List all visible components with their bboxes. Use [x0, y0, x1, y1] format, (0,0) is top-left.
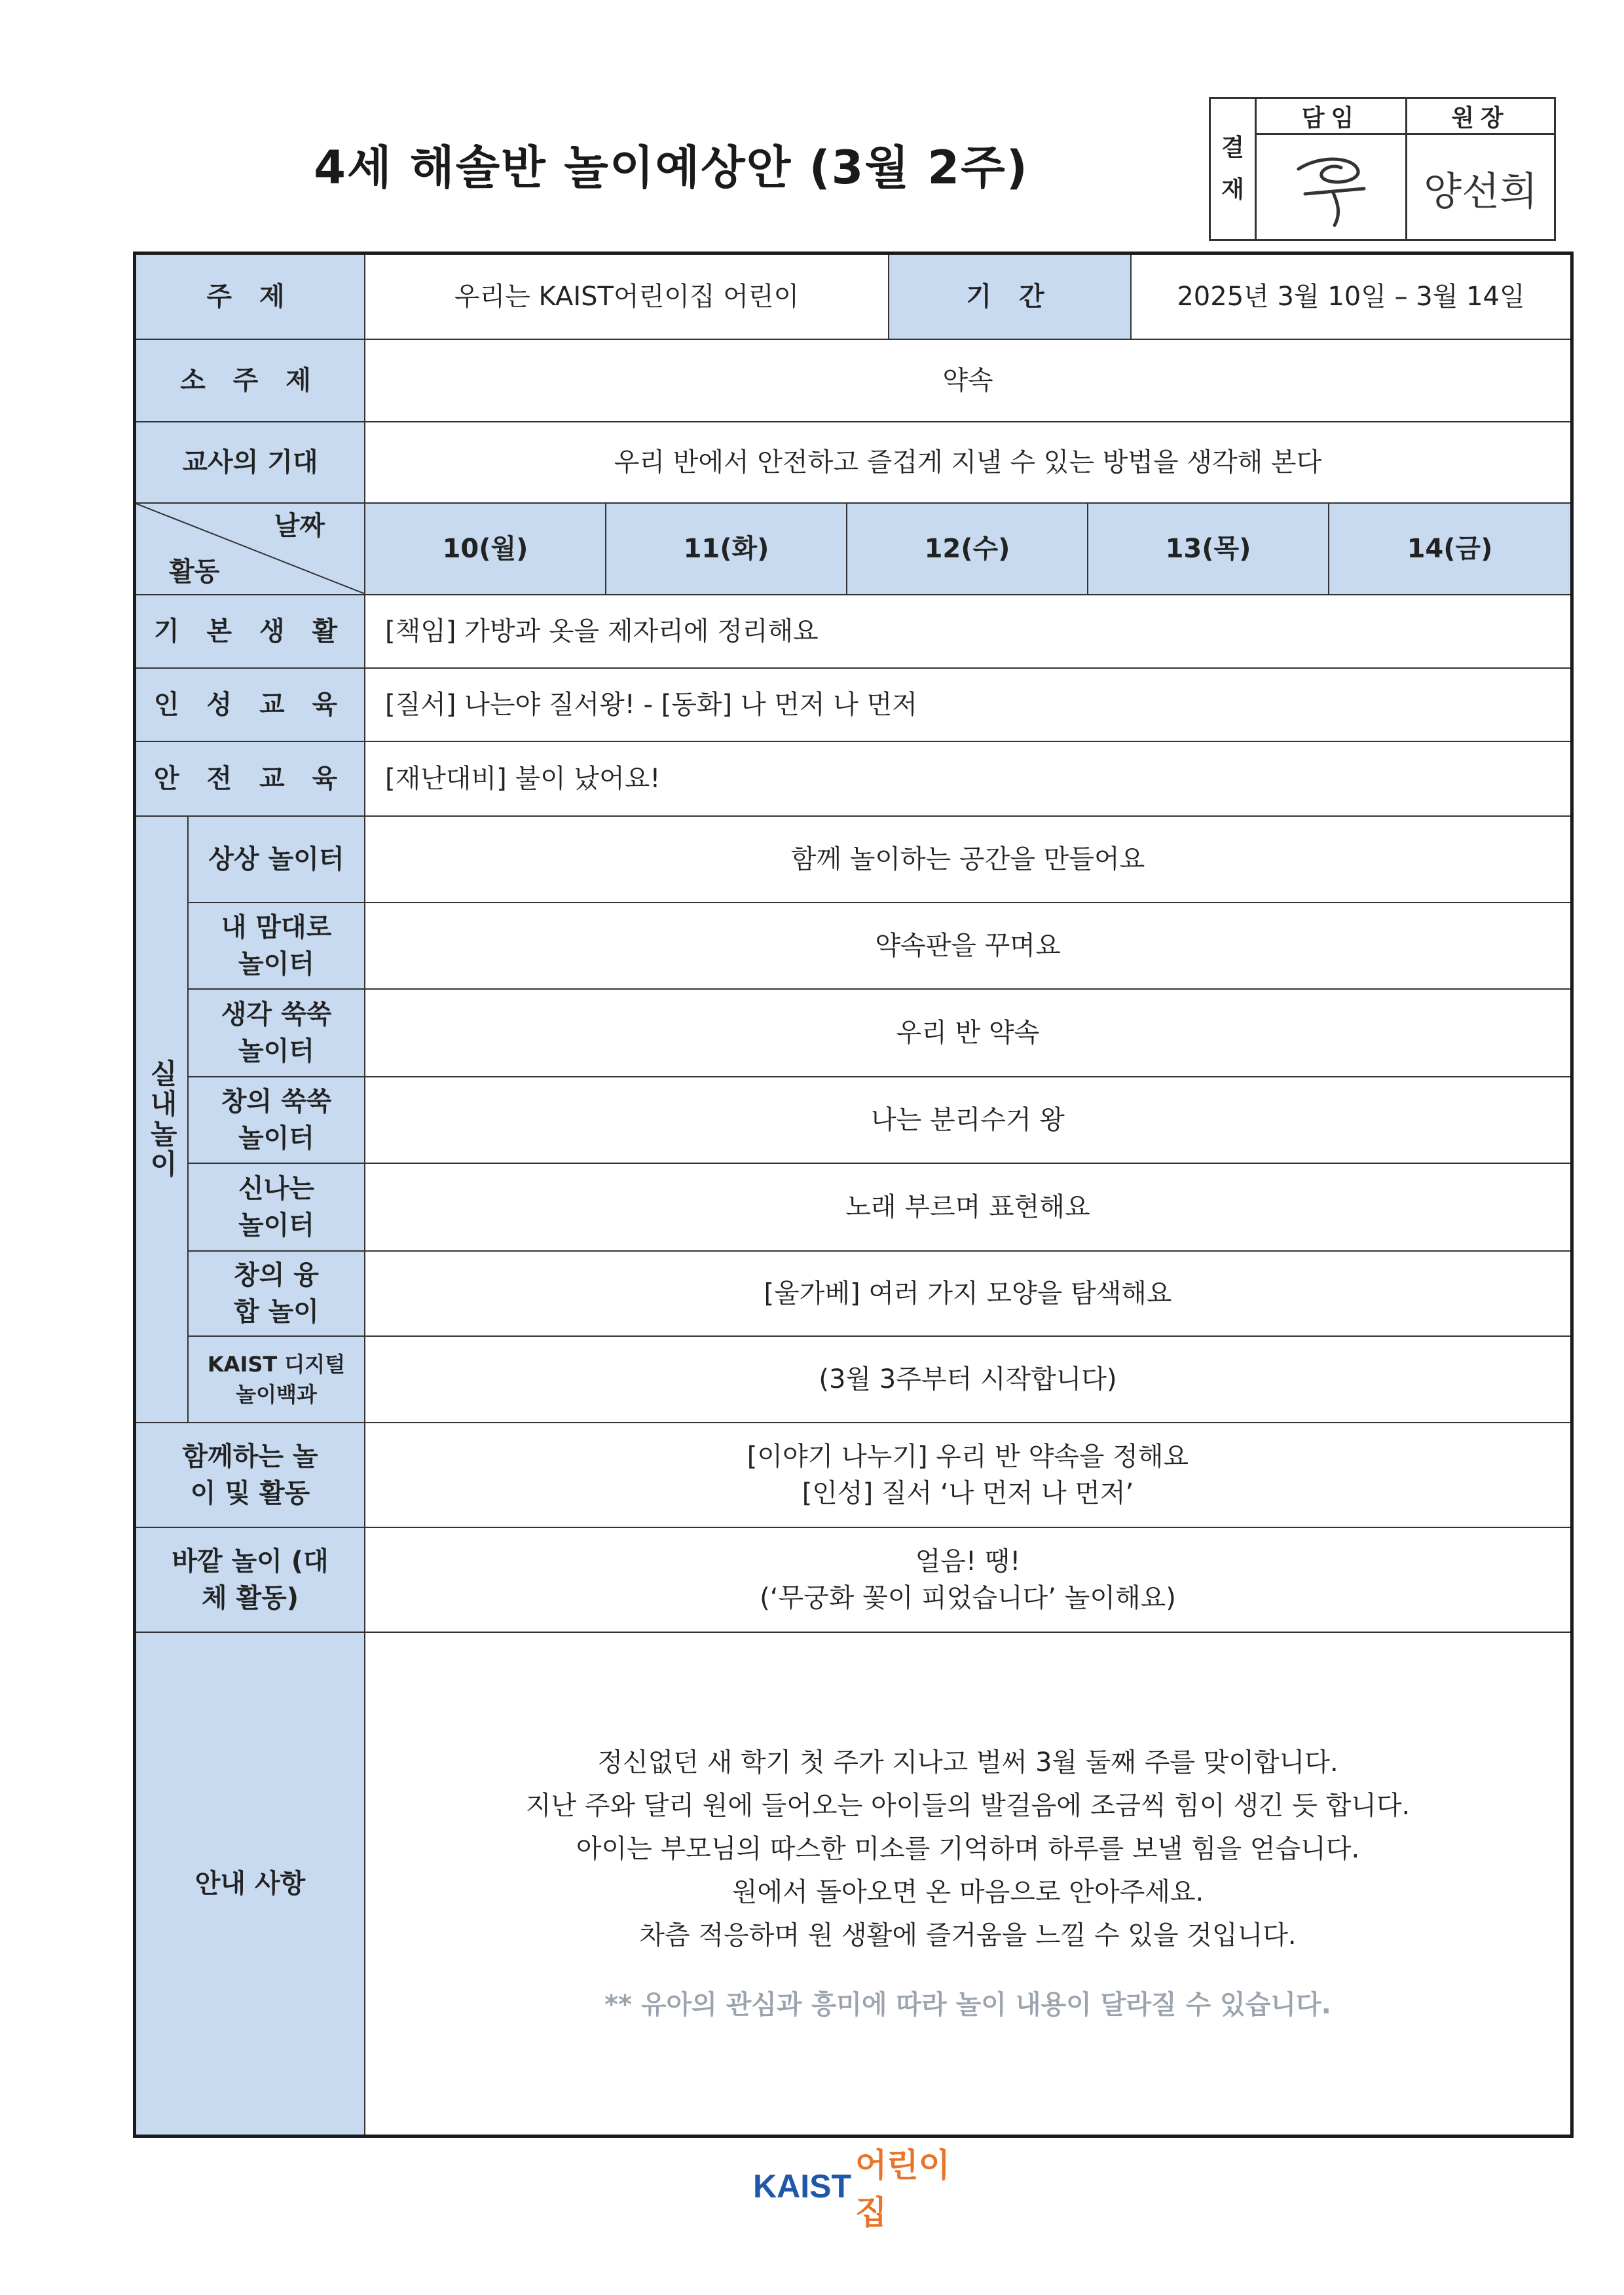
- together-line-1: [이야기 나누기] 우리 반 약속을 정해요: [747, 1442, 1189, 1472]
- expectation-label: 교사의 기대: [136, 422, 365, 504]
- day-header-tue: 11(화): [606, 504, 847, 595]
- approval-box: [1209, 97, 1556, 241]
- notice-line-3: 아이는 부모님의 따스한 미소를 기억하며 하루를 보낼 힘을 얻습니다.: [576, 1834, 1360, 1864]
- date-activity-corner: [136, 504, 365, 595]
- approval-side-char-1: 결: [1221, 134, 1244, 161]
- corner-date-label: 날짜: [274, 511, 325, 541]
- notice-label: 안내 사항: [136, 1633, 365, 2135]
- outdoor-line-2: (‘무궁화 꽃이 피었습니다’ 놀이해요): [760, 1583, 1176, 1613]
- together-label: 함께하는 놀이 및 활동: [136, 1423, 365, 1528]
- outdoor-label: 바깥 놀이 (대체 활동): [136, 1528, 365, 1633]
- character-education-value: [질서] 나는야 질서왕! - [동화] 나 먼저 나 먼저: [365, 669, 1570, 742]
- approval-side-label: [1211, 99, 1257, 239]
- day-header-thu: 13(목): [1088, 504, 1329, 595]
- indoor-row-name-4: 창의 쑥쑥 놀이터: [189, 1077, 365, 1164]
- character-education-label: 인 성 교 육: [136, 669, 365, 742]
- indoor-row-value-4: 나는 분리수거 왕: [365, 1077, 1570, 1164]
- indoor-play-label: [136, 817, 189, 1423]
- kaist-daycare-logo: [753, 2147, 976, 2231]
- subtheme-value: 약속: [365, 340, 1570, 422]
- approval-principal-column: [1407, 99, 1554, 239]
- approval-principal-header: 원장: [1407, 99, 1554, 135]
- indoor-row-name-6: 창의 융합 놀이: [189, 1252, 365, 1337]
- play-plan-form: [133, 252, 1574, 2138]
- approval-teacher-column: [1257, 99, 1407, 239]
- safety-education-label: 안 전 교 육: [136, 742, 365, 817]
- notice-content: [365, 1633, 1570, 2135]
- page-title: 4세 해솔반 놀이예상안 (3월 2주): [314, 141, 1029, 195]
- notice-line-5: 차츰 적응하며 원 생활에 즐거움을 느낄 수 있을 것입니다.: [639, 1920, 1297, 1950]
- safety-education-value: [재난대비] 불이 났어요!: [365, 742, 1570, 817]
- notice-footnote: ** 유아의 관심과 흥미에 따라 놀이 내용이 달라질 수 있습니다.: [604, 1990, 1331, 2020]
- theme-value: 우리는 KAIST어린이집 어린이: [365, 255, 889, 340]
- notice-line-1: 정신없던 새 학기 첫 주가 지나고 벌써 3월 둘째 주를 맞이합니다.: [597, 1747, 1338, 1778]
- logo-text: 어린이집: [855, 2147, 950, 2231]
- indoor-row-value-1: 함께 놀이하는 공간을 만들어요: [365, 817, 1570, 903]
- indoor-row-value-3: 우리 반 약속: [365, 990, 1570, 1077]
- outdoor-value: [365, 1528, 1570, 1633]
- period-label: 기 간: [889, 255, 1132, 340]
- subtheme-label: 소 주 제: [136, 340, 365, 422]
- day-header-mon: 10(월): [365, 504, 606, 595]
- indoor-row-name-7: KAIST 디지털 놀이백과: [189, 1337, 365, 1423]
- indoor-play-label-text: 실내놀이: [146, 1059, 178, 1180]
- indoor-row-value-7: (3월 3주부터 시작합니다): [365, 1337, 1570, 1423]
- indoor-row-value-6: [울가베] 여러 가지 모양을 탐색해요: [365, 1252, 1570, 1337]
- logo-brand: KAIST: [753, 2168, 851, 2205]
- principal-signature: 양선희: [1424, 169, 1538, 215]
- indoor-row-value-5: 노래 부르며 표현해요: [365, 1164, 1570, 1252]
- day-header-fri: 14(금): [1329, 504, 1570, 595]
- indoor-row-name-5: 신나는 놀이터: [189, 1164, 365, 1252]
- indoor-row-name-1: 상상 놀이터: [189, 817, 365, 903]
- period-value: 2025년 3월 10일 – 3월 14일: [1132, 255, 1570, 340]
- together-line-2: [인성] 질서 ‘나 먼저 나 먼저’: [802, 1478, 1134, 1508]
- indoor-row-value-2: 약속판을 꾸며요: [365, 903, 1570, 990]
- approval-side-char-2: 재: [1221, 176, 1244, 203]
- basic-life-label: 기 본 생 활: [136, 595, 365, 669]
- approval-teacher-header: 담임: [1257, 99, 1405, 135]
- together-value: [365, 1423, 1570, 1528]
- indoor-row-name-3: 생각 쑥쑥 놀이터: [189, 990, 365, 1077]
- corner-activity-label: 활동: [169, 557, 220, 587]
- notice-line-4: 원에서 돌아오면 온 마음으로 안아주세요.: [731, 1877, 1204, 1907]
- expectation-value: 우리 반에서 안전하고 즐겁게 지낼 수 있는 방법을 생각해 본다: [365, 422, 1570, 504]
- day-header-wed: 12(수): [847, 504, 1088, 595]
- basic-life-value: [책임] 가방과 옷을 제자리에 정리해요: [365, 595, 1570, 669]
- notice-line-2: 지난 주와 달리 원에 들어오는 아이들의 발걸음에 조금씩 힘이 생긴 듯 합니다.: [525, 1791, 1411, 1821]
- teacher-signature: [1257, 135, 1405, 242]
- outdoor-line-1: 얼음! 땡!: [915, 1546, 1021, 1577]
- indoor-row-name-2: 내 맘대로 놀이터: [189, 903, 365, 990]
- theme-label: 주 제: [136, 255, 365, 340]
